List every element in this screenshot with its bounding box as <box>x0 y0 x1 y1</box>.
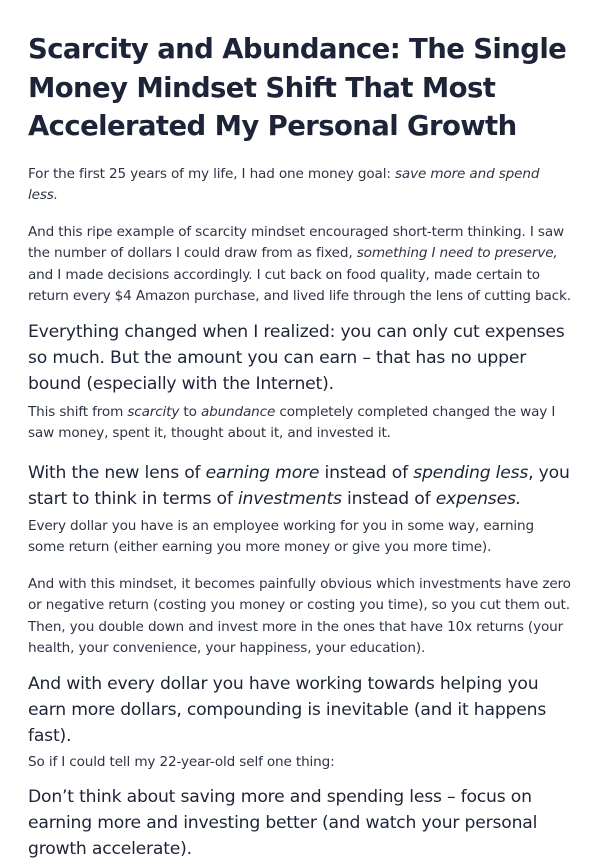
lens-emphasis-spending: spending less <box>413 462 529 483</box>
final-advice-callout: Don’t think about saving more and spending less – focus on earning more and investing better (and watch your personal growth accelerate). <box>28 787 538 859</box>
shift-emphasis-abundance: abundance <box>200 403 276 420</box>
shift-paragraph <box>28 402 572 445</box>
intro-emphasis: save more and spend less. <box>28 165 540 203</box>
advice-intro-paragraph: So if I could tell my 22-year-old self one thing: <box>28 753 335 770</box>
scarcity-text-end: and I made decisions accordingly. I cut back on food quality, made certain to return every $4 Amazon purchase, and lived life through the lens of cutting back. <box>28 266 571 304</box>
intro-text: For the first 25 years of my life, I had one money goal: <box>28 165 395 182</box>
lens-text-4: instead of <box>341 488 436 509</box>
employee-paragraph: Every dollar you have is an employee working for you in some way, earning some return (either earning you more money or give you more time). <box>28 517 534 555</box>
lens-text-2: instead of <box>319 462 414 483</box>
scarcity-emphasis: something I need to preserve, <box>356 245 558 261</box>
shift-text-1: This shift from <box>28 403 128 420</box>
lens-emphasis-expenses: expenses. <box>435 488 521 509</box>
article-title: Scarcity and Abundance: The Single Money Mindset Shift That Most Accelerated My Personal Growth <box>28 33 567 142</box>
new-lens-callout <box>28 460 572 512</box>
shift-emphasis-scarcity: scarcity <box>127 403 180 420</box>
lens-emphasis-investments: investments <box>237 488 342 509</box>
returns-paragraph: And with this mindset, it becomes painfully obvious which investments have zero or negative return (costing you money or costing you time), so you cut them out. Then, you double down and invest more in the ones that have 10x returns (your health, your convenience, your happiness, your education). <box>28 575 571 656</box>
shift-text-2: to <box>179 403 201 420</box>
scarcity-paragraph <box>28 222 572 308</box>
lens-text-1: With the new lens of <box>28 462 206 483</box>
realization-callout: Everything changed when I realized: you can only cut expenses so much. But the amount you can earn – that has no upper bound (especially with the Internet). <box>28 321 565 394</box>
intro-paragraph <box>28 164 572 207</box>
lens-text-3: , you start to think in terms of <box>28 462 570 509</box>
compounding-callout: And with every dollar you have working towards helping you earn more dollars, compounding is inevitable (and it happens fast). <box>28 673 547 746</box>
shift-text-3: completely completed changed the way I saw money, spent it, thought about it, and invested it. <box>28 403 556 441</box>
scarcity-text-start: And this ripe example of scarcity mindset encouraged short-term thinking. I saw the number of dollars I could draw from as fixed, <box>28 223 564 261</box>
lens-emphasis-earning: earning more <box>205 462 320 483</box>
